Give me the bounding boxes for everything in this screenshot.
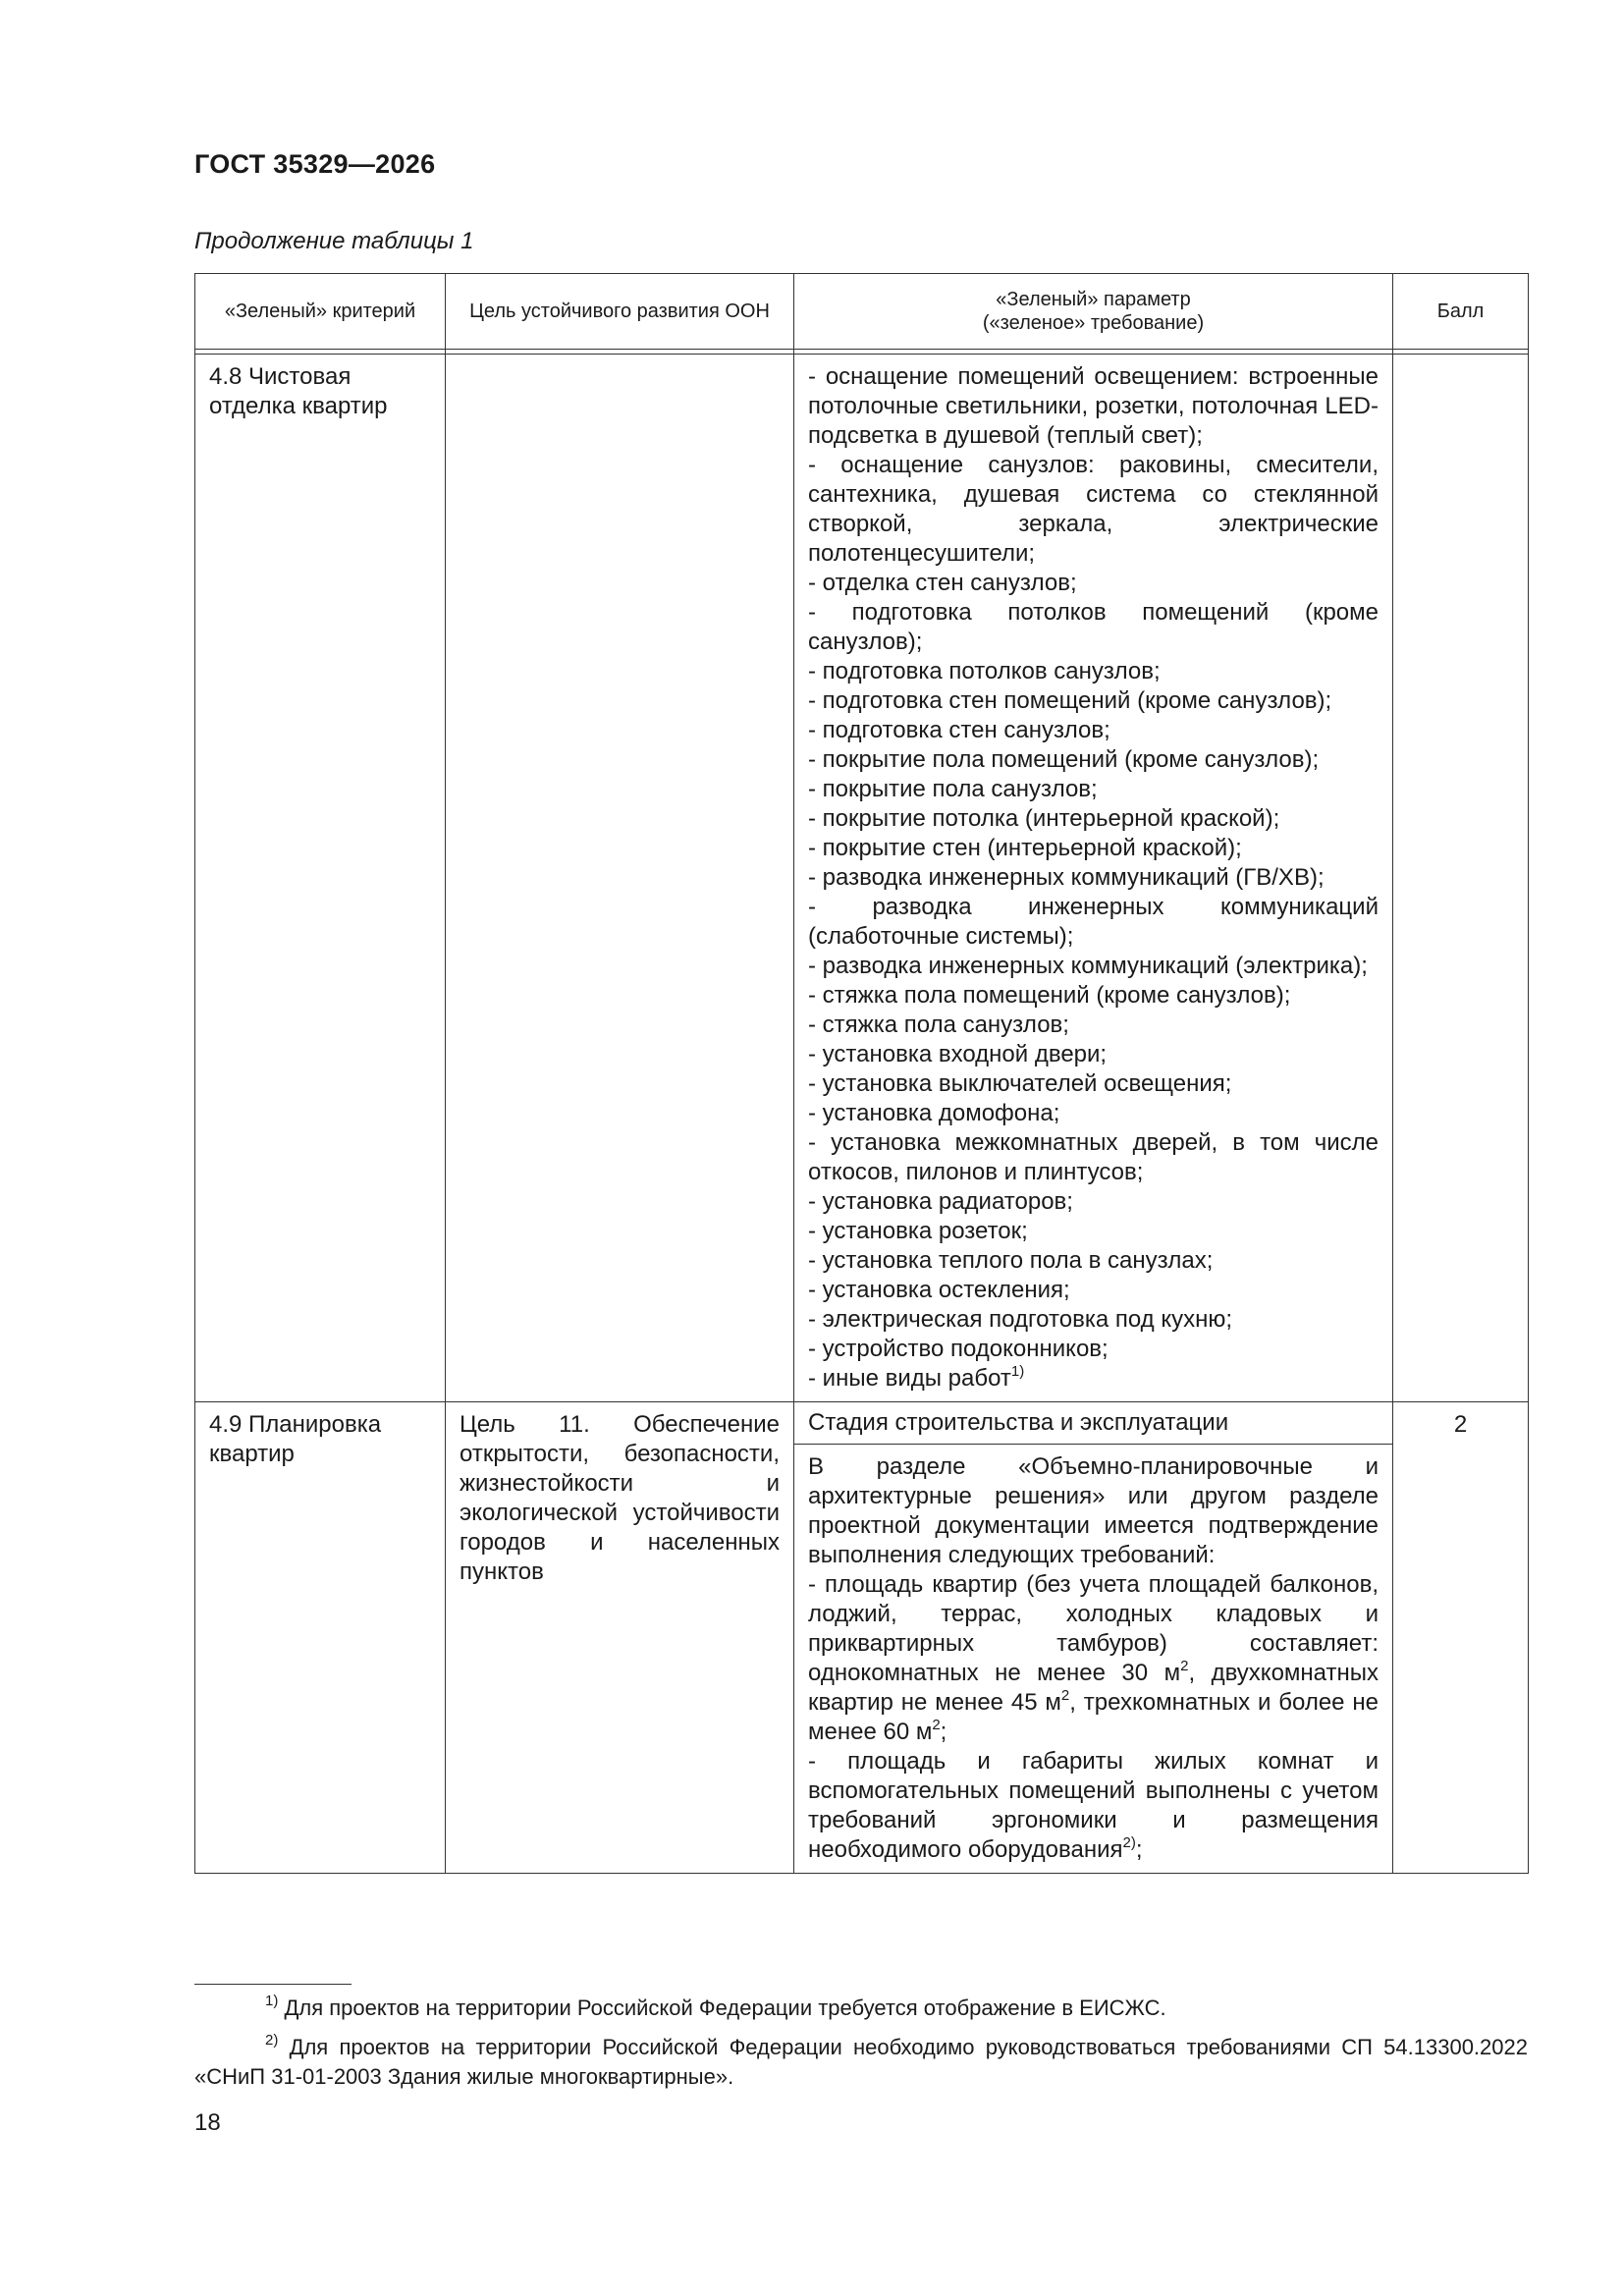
footnote-2: $^{2)}$ Для проектов на территории Российской Федерации необходимо руководствоваться требованиями СП 54.13300.2022 «СНиП 31-01-2003 Здания жилые многоквартирные». [194,2032,1528,2089]
list-item-last: - иные виды работ$^{1)}$ [808,1363,1025,1392]
goal-cell [446,355,794,1402]
list-item: - покрытие пола помещений (кроме санузлов); [808,746,1320,773]
list-item: - устройство подоконников; [808,1336,1109,1362]
column-header-parameter [794,274,1393,350]
list-item: - покрытие потолка (интерьерной краской); [808,805,1280,832]
score-cell [1393,355,1529,1402]
list-item: - установка входной двери; [808,1041,1108,1067]
requirements-list [808,362,1379,1364]
table-header-row [195,274,1529,350]
page-number: 18 [194,2109,221,2136]
list-item: - оснащение помещений освещением: встроенные потолочные светильники, розетки, потолочная LED-подсветка в душевой (теплый свет); [808,363,1379,449]
list-item: - установка остекления; [808,1277,1070,1303]
table-caption: Продолжение таблицы 1 [194,228,474,254]
column-header-criterion: «Зеленый» критерий [195,274,446,350]
list-item: - стяжка пола санузлов; [808,1011,1069,1038]
criteria-table [194,273,1529,1874]
list-item: - оснащение санузлов: раковины, смесители, сантехника, душевая система со стеклянной створкой, зеркала, электрические полотенцесушители; [808,452,1379,567]
stage-cell: Стадия строительства и эксплуатации [794,1402,1393,1445]
list-item: - подготовка потолков санузлов; [808,658,1161,684]
criterion-cell: 4.8 Чистовая отделка квартир [195,355,446,1402]
column-header-goal: Цель устойчивого развития ООН [446,274,794,350]
list-item: - подготовка стен помещений (кроме санузлов); [808,687,1332,714]
score-cell: 2 [1393,1402,1529,1874]
list-item: - подготовка стен санузлов; [808,717,1110,743]
list-item: - разводка инженерных коммуникаций (ГВ/ХВ); [808,864,1325,891]
list-item: - установка радиаторов; [808,1188,1073,1215]
document-code: ГОСТ 35329—2026 [194,149,436,179]
list-item: - электрическая подготовка под кухню; [808,1306,1233,1333]
list-item: - отделка стен санузлов; [808,570,1077,596]
column-header-score: Балл [1393,274,1529,350]
footnote-ref: 2) [1122,1834,1136,1851]
requirements-intro: В разделе «Объемно-планировочные и архитектурные решения» или другом разделе проектной документации имеется подтверждение выполнения следующих требований: [808,1453,1379,1568]
list-item: - стяжка пола помещений (кроме санузлов); [808,982,1291,1009]
list-item: - установка выключателей освещения; [808,1070,1232,1097]
list-item: - разводка инженерных коммуникаций (электрика); [808,953,1368,979]
footnote-1: $^{1)}$ Для проектов на территории Российской Федерации требуется отображение в ЕИСЖС. [265,1993,1166,2020]
list-item: - подготовка потолков помещений (кроме санузлов); [808,599,1379,655]
list-item: - установка теплого пола в санузлах; [808,1247,1214,1274]
list-item: - установка розеток; [808,1218,1028,1244]
table-row-4-8 [195,355,1529,1402]
list-item: - площадь и габариты жилых комнат и вспомогательных помещений выполнены с учетом требований эргономики и размещения необходимого оборудования$^{2)}$; [808,1748,1379,1863]
footnote-divider [194,1984,352,1985]
criterion-cell: 4.9 Планировка квартир [195,1402,446,1874]
list-item: - покрытие стен (интерьерной краской); [808,835,1242,861]
goal-cell: Цель 11. Обеспечение открытости, безопасности, жизнестойкости и экологической устойчивости городов и населенных пунктов [446,1402,794,1874]
parameter-cell [794,1445,1393,1874]
list-item: - установка домофона; [808,1100,1060,1126]
table-row-4-9 [195,1402,1529,1445]
column-header-parameter-line2: («зеленое» требование) [982,312,1205,334]
list-item: - покрытие пола санузлов; [808,776,1098,802]
column-header-parameter-line1: «Зеленый» параметр [996,289,1191,310]
footnote-ref: 1) [1010,1363,1025,1380]
list-item: - разводка инженерных коммуникаций (слаботочные системы); [808,894,1379,950]
list-item: - установка межкомнатных дверей, в том числе откосов, пилонов и плинтусов; [808,1129,1379,1185]
parameter-cell [794,355,1393,1402]
list-item: - площадь квартир (без учета площадей балконов, лоджий, террас, холодных кладовых и приквартирных тамбуров) составляет: однокомнатных не менее 30 $м^2$, двухкомнатных квартир не менее 45 $м^2$, трехкомнатных и более не менее 60 $м^2$; [808,1571,1379,1745]
